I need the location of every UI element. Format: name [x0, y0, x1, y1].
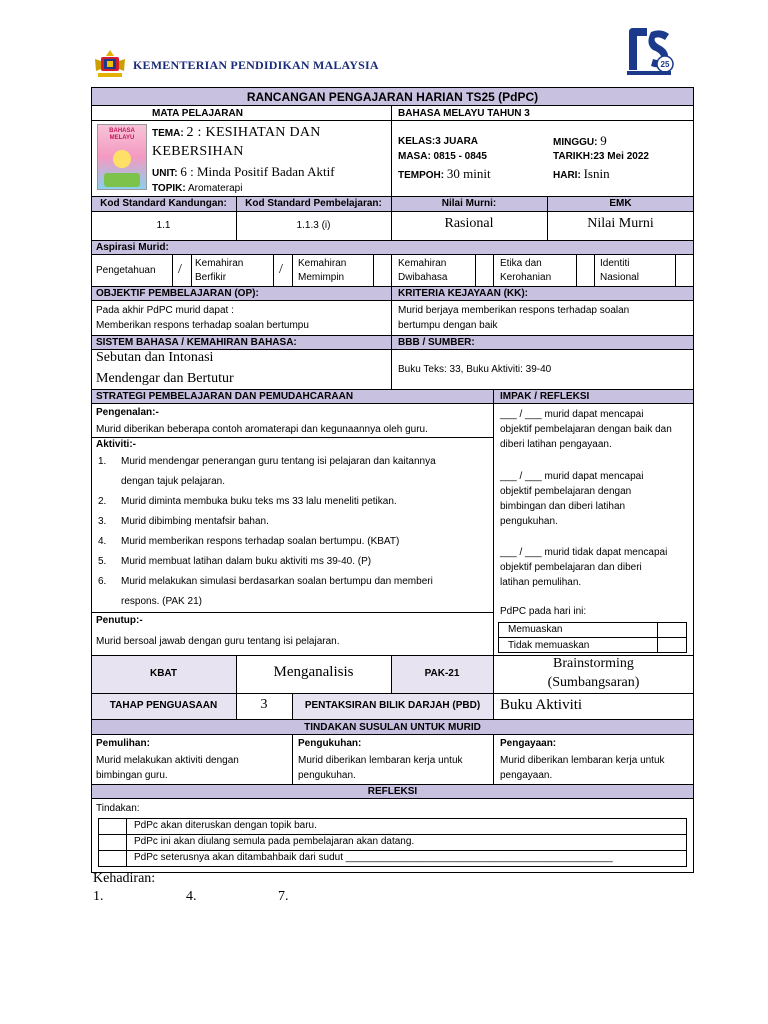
aspirasi-identiti-nasional: Identiti Nasional — [600, 258, 639, 283]
pemulihan-label: Pemulihan: — [96, 738, 150, 749]
kehadiran-7: 7. — [278, 889, 289, 904]
aktiviti-label: Aktiviti:- — [96, 439, 136, 450]
aspirasi-pengetahuan: Pengetahuan — [96, 265, 156, 276]
pdpc-tidak-memuaskan: Tidak memuaskan — [508, 640, 590, 651]
activity-step: 2. Murid diminta membuka buku teks ms 33 lalu meneliti petikan. — [98, 496, 397, 507]
hari-label: HARI: — [553, 170, 581, 181]
tahap-label: TAHAP PENGUASAAN — [109, 700, 218, 711]
pbd-label: PENTAKSIRAN BILIK DARJAH (PBD) — [304, 700, 481, 711]
bbb-value: Buku Teks: 33, Buku Aktiviti: 39-40 — [398, 364, 552, 375]
tindakan-label: Tindakan: — [96, 803, 140, 814]
aspirasi-berfikir-check: / — [279, 262, 283, 277]
kelas-value: KELAS:3 JUARA — [398, 136, 479, 147]
pengayaan-label: Pengayaan: — [500, 738, 557, 749]
tindakan-row-3: PdPc seterusnya akan ditambahbaik dari sudut ________________________________________________ — [134, 852, 613, 863]
emk-value: Nilai Murni — [587, 216, 654, 231]
kk-line1: Murid berjaya memberikan respons terhadap soalan — [398, 305, 630, 316]
ts25-logo — [623, 26, 675, 76]
kk-line2: bertumpu dengan baik — [398, 320, 498, 331]
pdpc-memuaskan-checkbox[interactable] — [659, 624, 685, 636]
susulan-label: TINDAKAN SUSULAN UNTUK MURID — [304, 722, 481, 733]
bbb-label: BBB / SUMBER: — [398, 337, 475, 348]
pengayaan-text: Murid diberikan lembaran kerja untuk pengayaan. — [500, 755, 665, 781]
pak21-value-line2: (Sumbangsaran) — [547, 675, 640, 690]
tema-value: 2 : KESIHATAN DAN KEBERSIHAN — [152, 125, 321, 159]
nilai-label: Nilai Murni: — [441, 198, 497, 209]
op-line1: Pada akhir PdPC murid dapat : — [96, 305, 234, 316]
impak-pengukuhan: ___ / ___ murid dapat mencapai objektif pembelajaran dengan bimbingan dan diberi latihan pengukuhan. — [500, 471, 644, 527]
subject-name: BAHASA MELAYU TAHUN 3 — [398, 108, 530, 119]
pengenalan-text: Murid diberikan beberapa contoh aromaterapi dan kegunaannya oleh guru. — [96, 424, 428, 435]
tarikh-value: TARIKH:23 Mei 2022 — [553, 151, 649, 162]
penutup-label: Penutup:- — [96, 615, 143, 626]
textbook-cover-image — [97, 124, 147, 190]
unit-value: 6 : Minda Positif Badan Aktif — [180, 164, 335, 179]
op-label: OBJEKTIF PEMBELAJARAN (OP): — [96, 288, 259, 299]
activity-step: 6. Murid melakukan simulasi berdasarkan soalan bertumpu dan memberi respons. (PAK 21) — [98, 576, 433, 607]
tindakan-checkbox-3[interactable] — [100, 852, 124, 864]
aspirasi-pengetahuan-check: / — [178, 262, 182, 277]
penutup-text: Murid bersoal jawab dengan guru tentang isi pelajaran. — [96, 636, 340, 647]
activity-steps — [94, 452, 489, 612]
sistem-bahasa-label: SISTEM BAHASA / KEMAHIRAN BAHASA: — [96, 337, 297, 348]
malaysia-crest-logo — [92, 49, 128, 79]
activity-step: 4. Murid memberikan respons terhadap soalan bertumpu. (KBAT) — [98, 536, 400, 547]
tempoh-label: TEMPOH: — [398, 170, 445, 181]
pbd-value: Buku Aktiviti — [500, 697, 583, 713]
impak-pemulihan: ___ / ___ murid tidak dapat mencapai objektif pembelajaran dan diberi latihan pemulihan. — [500, 547, 668, 588]
pak21-value-line1: Brainstorming — [553, 656, 634, 671]
activity-step: 3. Murid dibimbing mentafsir bahan. — [98, 516, 269, 527]
op-line2: Memberikan respons terhadap soalan bertumpu — [96, 320, 309, 331]
topik-value: Aromaterapi — [187, 183, 243, 194]
kehadiran-1: 1. — [93, 889, 104, 904]
pengukuhan-text: Murid diberikan lembaran kerja untuk pengukuhan. — [298, 755, 463, 781]
sistem-bahasa-line1: Sebutan dan Intonasi — [96, 350, 214, 365]
nilai-value: Rasional — [444, 216, 494, 231]
tindakan-checkbox-1[interactable] — [100, 820, 124, 832]
aspirasi-etika-kerohanian: Etika dan Kerohanian — [500, 258, 552, 283]
masa-value: MASA: 0815 - 0845 — [398, 151, 487, 162]
pak21-label: PAK-21 — [424, 668, 460, 679]
aspirasi-label: Aspirasi Murid: — [96, 242, 169, 253]
pengenalan-label: Pengenalan:- — [96, 407, 159, 418]
ksp-value: 1.1.3 (i) — [296, 220, 331, 231]
hari-value: Isnin — [583, 166, 610, 181]
kehadiran-label: Kehadiran: — [93, 871, 156, 886]
ksk-label: Kod Standard Kandungan: — [100, 198, 227, 209]
tindakan-checkbox-2[interactable] — [100, 836, 124, 848]
pengukuhan-label: Pengukuhan: — [298, 738, 362, 749]
pdpc-tidak-memuaskan-checkbox[interactable] — [659, 639, 685, 651]
pemulihan-text: Murid melakukan aktiviti dengan bimbingan guru. — [96, 755, 239, 781]
ksp-label: Kod Standard Pembelajaran: — [245, 198, 382, 209]
aspirasi-kemahiran-berfikir: Kemahiran Berfikir — [195, 258, 244, 283]
unit-label: UNIT: — [152, 168, 178, 179]
tahap-value: 3 — [260, 697, 268, 712]
kbat-label: KBAT — [149, 668, 178, 679]
activity-step: 1. Murid mendengar penerangan guru tentang isi pelajaran dan kaitannya dengan tajuk pelajaran. — [98, 456, 436, 487]
tema-label: TEMA: — [152, 128, 184, 139]
aspirasi-kemahiran-dwibahasa: Kemahiran Dwibahasa — [398, 258, 448, 283]
sistem-bahasa-line2: Mendengar dan Bertutur — [96, 371, 234, 386]
aspirasi-kemahiran-memimpin: Kemahiran Memimpin — [298, 258, 347, 283]
activity-step: 5. Murid membuat latihan dalam buku aktiviti ms 39-40. (P) — [98, 556, 372, 567]
tindakan-row-1: PdPc akan diteruskan dengan topik baru. — [134, 820, 317, 831]
minggu-value: 9 — [600, 133, 607, 148]
ksk-value: 1.1 — [156, 220, 171, 231]
tempoh-value: 30 minit — [446, 166, 491, 181]
mata-pelajaran-label: MATA PELAJARAN — [152, 108, 243, 119]
topik-label: TOPIK: — [152, 183, 186, 194]
textbook-cover-title: BAHASA MELAYU — [109, 128, 135, 141]
emk-label: EMK — [609, 198, 632, 209]
refleksi-label: REFLEKSI — [367, 786, 418, 797]
pdpc-memuaskan: Memuaskan — [508, 624, 563, 635]
minggu-label: MINGGU: — [553, 137, 598, 148]
impak-pengayaan: ___ / ___ murid dapat mencapai objektif pembelajaran dengan baik dan diberi latihan pengayaan. — [500, 409, 672, 450]
ministry-name: KEMENTERIAN PENDIDIKAN MALAYSIA — [133, 58, 379, 72]
kbat-value: Menganalisis — [273, 664, 354, 680]
tindakan-row-2: PdPc ini akan diulang semula pada pembelajaran akan datang. — [134, 836, 415, 847]
kehadiran-4: 4. — [186, 889, 197, 904]
document-title: RANCANGAN PENGAJARAN HARIAN TS25 (PdPC) — [91, 87, 694, 106]
pdpc-label: PdPC pada hari ini: — [500, 606, 587, 617]
impak-label: IMPAK / REFLEKSI — [500, 391, 590, 402]
ts25-logo-number: 25 — [660, 60, 670, 69]
strategy-label: STRATEGI PEMBELAJARAN DAN PEMUDAHCARAAN — [96, 391, 354, 402]
kk-label: KRITERIA KEJAYAAN (KK): — [398, 288, 529, 299]
